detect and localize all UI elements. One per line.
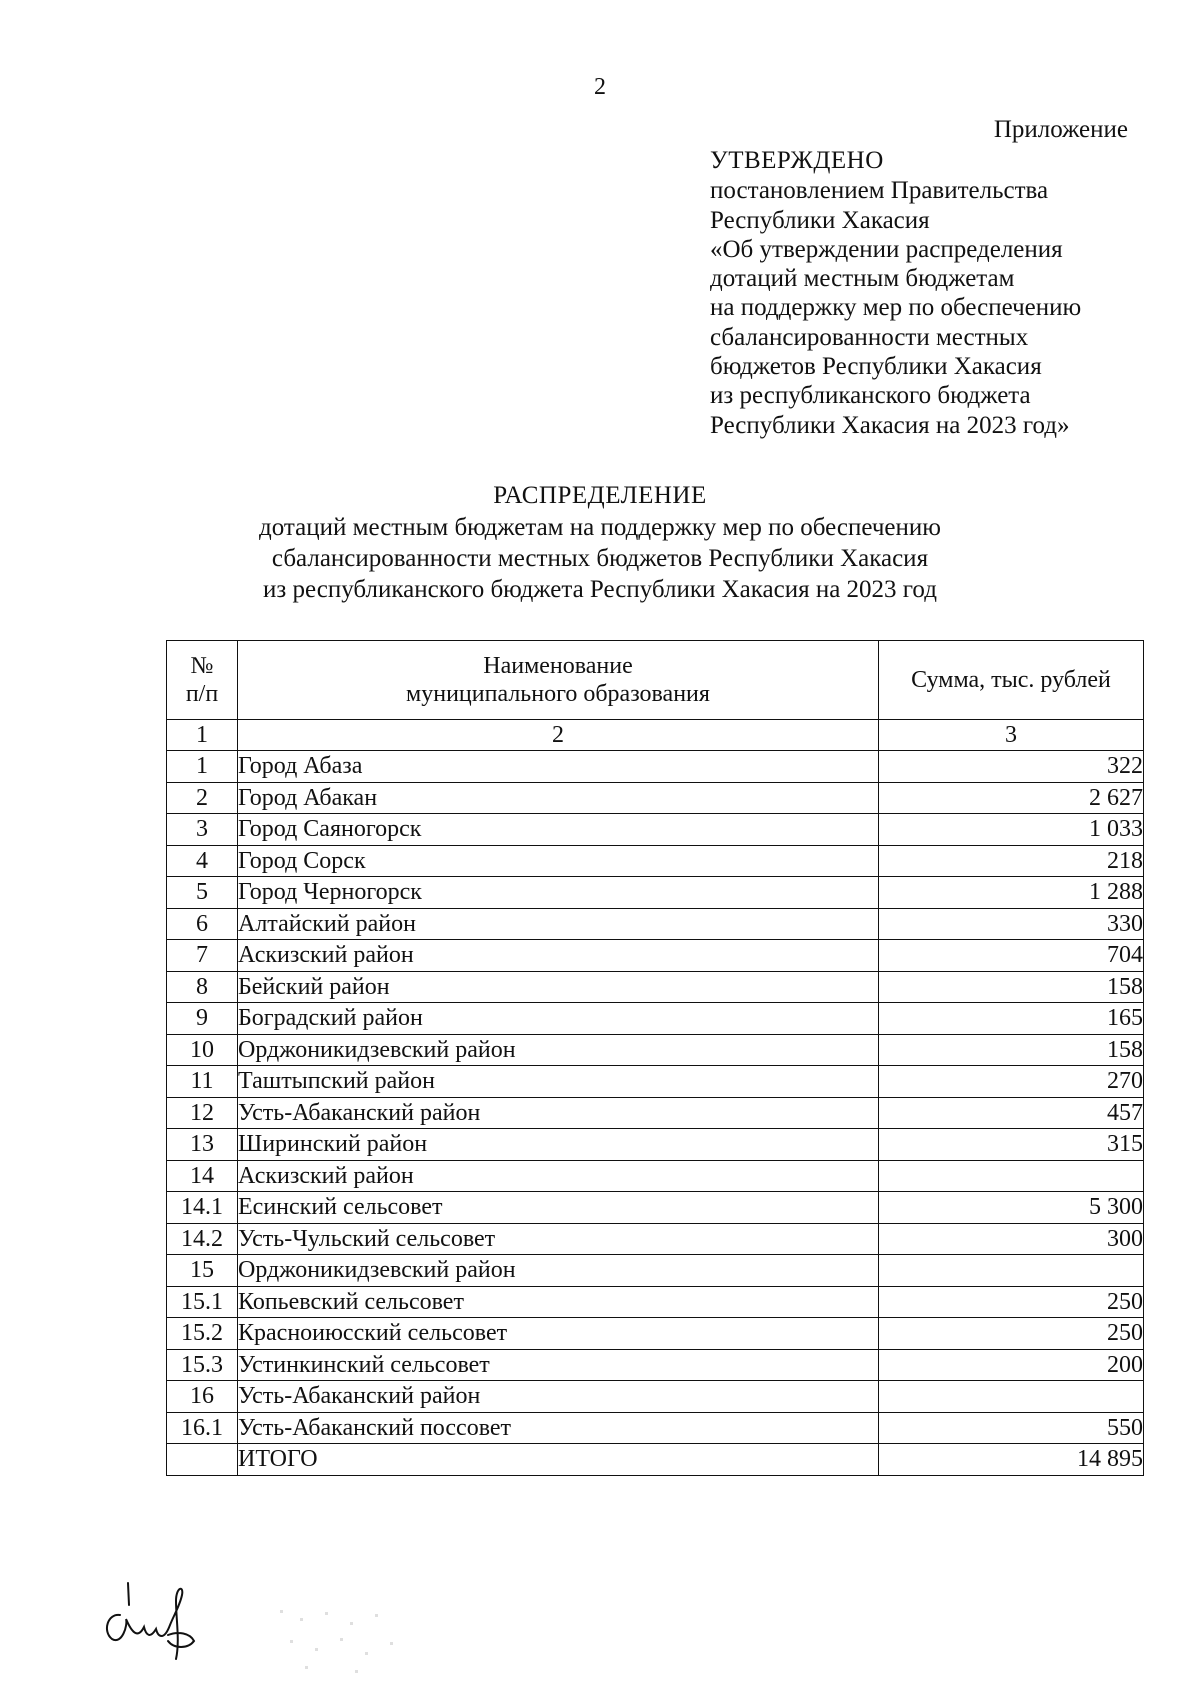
row-number: 16	[167, 1381, 238, 1413]
row-sum: 457	[879, 1097, 1144, 1129]
table-row	[167, 1255, 1144, 1287]
column-index-row	[167, 720, 1144, 751]
approval-line: Республики Хакасия на 2023 год»	[710, 411, 1070, 439]
table-row	[167, 1381, 1144, 1413]
page-number: 2	[594, 74, 606, 100]
row-municipality: Аскизский район	[238, 940, 879, 972]
row-municipality: Копьевский сельсовет	[238, 1286, 879, 1318]
header-name-line: муниципального образования	[406, 681, 710, 707]
row-number: 3	[167, 814, 238, 846]
row-number: 4	[167, 845, 238, 877]
row-sum	[879, 1160, 1144, 1192]
table-row	[167, 971, 1144, 1003]
row-number: 12	[167, 1097, 238, 1129]
row-municipality: Ширинский район	[238, 1129, 879, 1161]
row-sum: 550	[879, 1412, 1144, 1444]
table-row	[167, 1223, 1144, 1255]
row-number: 11	[167, 1066, 238, 1098]
row-number: 14.1	[167, 1192, 238, 1224]
approval-block	[710, 146, 1150, 440]
table-row	[167, 1318, 1144, 1350]
row-municipality: Аскизский район	[238, 1160, 879, 1192]
row-municipality: Усть-Абаканский поссовет	[238, 1412, 879, 1444]
row-number: 2	[167, 782, 238, 814]
row-sum: 250	[879, 1286, 1144, 1318]
table-header-row	[167, 641, 1144, 720]
table-row	[167, 814, 1144, 846]
row-number: 14	[167, 1160, 238, 1192]
row-number: 5	[167, 877, 238, 909]
row-number: 15.1	[167, 1286, 238, 1318]
row-municipality: Город Абакан	[238, 782, 879, 814]
header-name-line: Наименование	[483, 653, 633, 679]
row-sum: 1 033	[879, 814, 1144, 846]
row-sum: 322	[879, 751, 1144, 783]
table-row	[167, 1003, 1144, 1035]
row-municipality: Город Абаза	[238, 751, 879, 783]
row-municipality: Устинкинский сельсовет	[238, 1349, 879, 1381]
table-row	[167, 1160, 1144, 1192]
approval-line: «Об утверждении распределения	[710, 235, 1063, 263]
header-number-label: п/п	[185, 681, 219, 707]
table-row	[167, 877, 1144, 909]
total-row	[167, 1444, 1144, 1476]
table-row	[167, 940, 1144, 972]
approval-line: из республиканского бюджета	[710, 382, 1031, 410]
table-row	[167, 1034, 1144, 1066]
row-sum: 158	[879, 1034, 1144, 1066]
row-sum: 250	[879, 1318, 1144, 1350]
row-sum: 218	[879, 845, 1144, 877]
column-index: 1	[167, 720, 238, 751]
row-sum: 704	[879, 940, 1144, 972]
row-municipality: Бейский район	[238, 971, 879, 1003]
row-municipality: Алтайский район	[238, 908, 879, 940]
table-row	[167, 1066, 1144, 1098]
signature-icon	[98, 1575, 208, 1667]
header-number	[167, 641, 238, 720]
row-number: 1	[167, 751, 238, 783]
subtitle-line: дотаций местным бюджетам на поддержку мер по обеспечению	[259, 514, 941, 541]
header-name	[238, 641, 879, 720]
row-sum: 1 288	[879, 877, 1144, 909]
column-index: 2	[238, 720, 879, 751]
row-number: 14.2	[167, 1223, 238, 1255]
table-row	[167, 1097, 1144, 1129]
table-row	[167, 1349, 1144, 1381]
approval-line: постановлением Правительства	[710, 177, 1049, 205]
table-row	[167, 1412, 1144, 1444]
row-number: 6	[167, 908, 238, 940]
row-municipality: Усть-Абаканский район	[238, 1097, 879, 1129]
row-number: 10	[167, 1034, 238, 1066]
row-number: 7	[167, 940, 238, 972]
allocation-table	[166, 640, 1144, 1476]
row-municipality: Есинский сельсовет	[238, 1192, 879, 1224]
row-sum: 14 895	[879, 1444, 1144, 1476]
row-sum: 330	[879, 908, 1144, 940]
row-municipality: Орджоникидзевский район	[238, 1034, 879, 1066]
row-number	[167, 1444, 238, 1476]
document-title: РАСПРЕДЕЛЕНИЕ	[493, 482, 707, 509]
subtitle-line: из республиканского бюджета Республики Хакасия на 2023 год	[263, 576, 937, 603]
column-index: 3	[879, 720, 1144, 751]
row-municipality: Город Черногорск	[238, 877, 879, 909]
table-row	[167, 1286, 1144, 1318]
row-number: 9	[167, 1003, 238, 1035]
row-sum: 315	[879, 1129, 1144, 1161]
document-subtitle	[0, 512, 1200, 605]
table-row	[167, 908, 1144, 940]
approval-line: на поддержку мер по обеспечению	[710, 294, 1082, 322]
row-number: 15	[167, 1255, 238, 1287]
row-sum: 270	[879, 1066, 1144, 1098]
row-municipality: Орджоникидзевский район	[238, 1255, 879, 1287]
approval-title: УТВЕРЖДЕНО	[710, 147, 884, 174]
table-row	[167, 751, 1144, 783]
row-number: 15.3	[167, 1349, 238, 1381]
subtitle-line: сбалансированности местных бюджетов Республики Хакасия	[271, 545, 929, 572]
stamp-watermark-icon	[270, 1600, 420, 1680]
header-number-symbol: №	[190, 653, 214, 679]
row-number: 16.1	[167, 1412, 238, 1444]
row-municipality: Город Саяногорск	[238, 814, 879, 846]
row-sum	[879, 1381, 1144, 1413]
row-municipality: Боградский район	[238, 1003, 879, 1035]
table-row	[167, 845, 1144, 877]
row-municipality: ИТОГО	[238, 1444, 879, 1476]
row-municipality: Красноиюсский сельсовет	[238, 1318, 879, 1350]
table-row	[167, 1129, 1144, 1161]
approval-line: Республики Хакасия	[710, 206, 930, 234]
approval-line: бюджетов Республики Хакасия	[710, 353, 1042, 381]
approval-line: сбалансированности местных	[710, 323, 1029, 351]
approval-line: дотаций местным бюджетам	[710, 265, 1015, 293]
row-sum: 300	[879, 1223, 1144, 1255]
row-number: 8	[167, 971, 238, 1003]
row-municipality: Город Сорск	[238, 845, 879, 877]
row-sum: 200	[879, 1349, 1144, 1381]
row-sum	[879, 1255, 1144, 1287]
appendix-label: Приложение	[993, 116, 1128, 143]
header-sum: Сумма, тыс. рублей	[879, 641, 1144, 720]
row-municipality: Усть-Абаканский район	[238, 1381, 879, 1413]
row-sum: 2 627	[879, 782, 1144, 814]
row-municipality: Таштыпский район	[238, 1066, 879, 1098]
row-number: 15.2	[167, 1318, 238, 1350]
table-row	[167, 1192, 1144, 1224]
row-municipality: Усть-Чульский сельсовет	[238, 1223, 879, 1255]
row-sum: 5 300	[879, 1192, 1144, 1224]
row-sum: 158	[879, 971, 1144, 1003]
table-row	[167, 782, 1144, 814]
row-sum: 165	[879, 1003, 1144, 1035]
row-number: 13	[167, 1129, 238, 1161]
